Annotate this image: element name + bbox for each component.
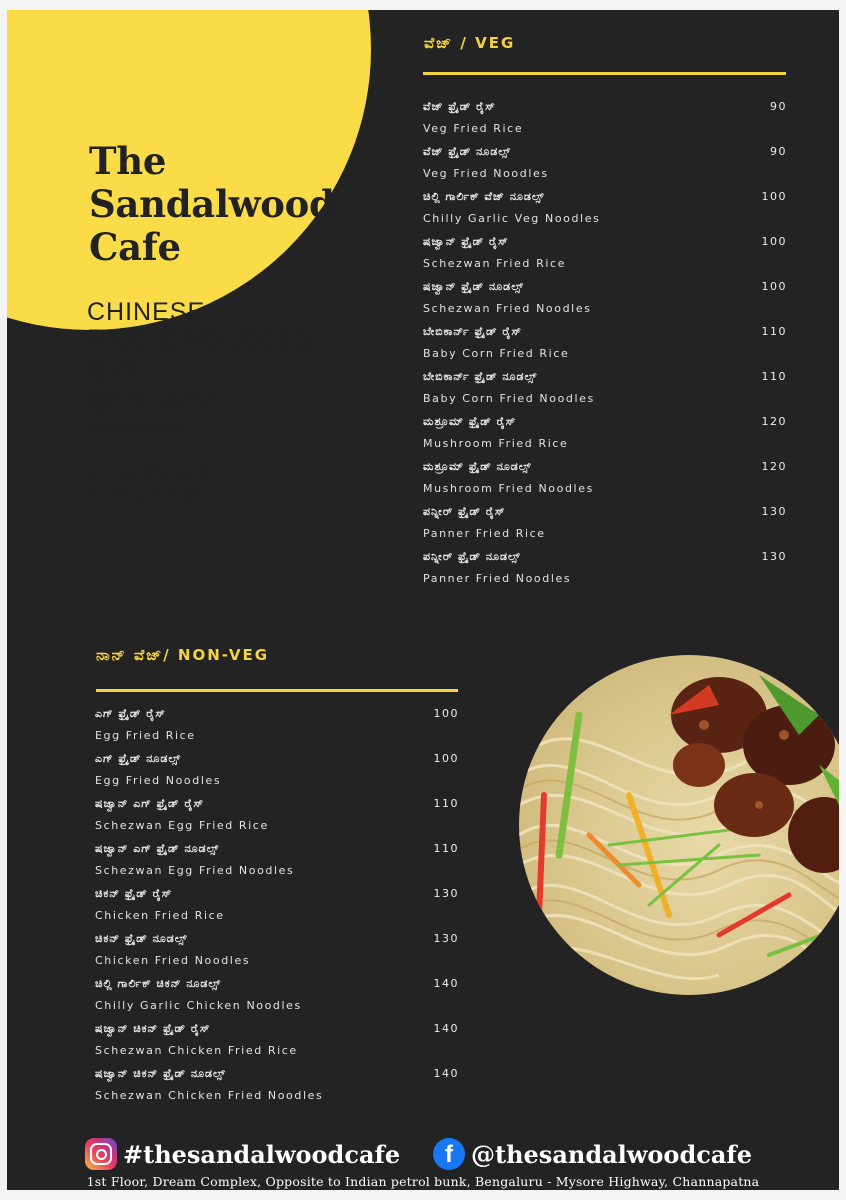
menu-subtitle (87, 299, 387, 353)
menu-item-name-kannada: ಎಗ್ ಫ್ರೈಡ್ ನೂಡಲ್ಸ್ (95, 752, 182, 765)
menu-item (95, 796, 459, 841)
menu-item-name-english: Mushroom Fried Rice (423, 437, 569, 450)
menu-item-name-english: Chilly Garlic Chicken Noodles (95, 999, 302, 1012)
cafe-title-line: The (89, 139, 167, 183)
menu-item (423, 189, 787, 234)
menu-item (95, 1066, 459, 1111)
inquiries-phone[interactable]: +91 8971305893 (89, 487, 224, 504)
menu-item-name-kannada: ಷಜ್ವಾನ್ ಎಗ್ ಫ್ರೈಡ್ ರೈಸ್ (95, 797, 204, 810)
menu-item-name-english: Schezwan Fried Noodles (423, 302, 592, 315)
menu-item-name-kannada: ಚಿಕನ್ ಫ್ರೈಡ್ ರೈಸ್ (95, 887, 173, 900)
menu-item (95, 931, 459, 976)
subtitle-line: RICE & NOODLES (87, 325, 314, 353)
menu-item-name-kannada: ಪನ್ನೀರ್ ಫ್ರೈಡ್ ನೂಡಲ್ಸ್ (423, 550, 521, 563)
menu-item-name-kannada: ಷಜ್ವಾನ್ ಚಿಕನ್ ಫ್ರೈಡ್ ನೂಡಲ್ಸ್ (95, 1067, 226, 1080)
menu-item (95, 751, 459, 796)
subtitle-kn-line: ರೈಸ್ & ನೂಡಲ್ಸ್ (87, 385, 217, 410)
menu-item-name-english: Schezwan Chicken Fried Rice (95, 1044, 298, 1057)
menu-item-price: 130 (761, 550, 787, 563)
menu-item-price: 90 (770, 100, 787, 113)
menu-item-price: 90 (770, 145, 787, 158)
menu-item-name-english: Chilly Garlic Veg Noodles (423, 212, 601, 225)
instagram-social[interactable] (85, 1136, 400, 1172)
menu-item-name-english: Schezwan Fried Rice (423, 257, 567, 270)
menu-item-name-english: Baby Corn Fried Noodles (423, 392, 595, 405)
veg-menu-list (423, 99, 787, 594)
menu-item-price: 140 (433, 977, 459, 990)
menu-item (95, 706, 459, 751)
menu-item (423, 459, 787, 504)
menu-item (423, 549, 787, 594)
menu-item (423, 504, 787, 549)
menu-item (423, 234, 787, 279)
veg-heading: ವೆಜ್ / VEG (424, 34, 516, 52)
menu-item-name-kannada: ಚಿಲ್ಲಿ ಗಾರ್ಲಿಕ್ ವೆಜ್ ನೂಡಲ್ಸ್ (423, 190, 545, 203)
menu-item (95, 976, 459, 1021)
menu-item-name-kannada: ಬೇಬಿಕಾರ್ನ್ ಫ್ರೈಡ್ ನೂಡಲ್ಸ್ (423, 370, 538, 383)
menu-item (95, 1021, 459, 1066)
menu-item-price: 130 (433, 887, 459, 900)
menu-item-name-kannada: ಚಿಕನ್ ಫ್ರೈಡ್ ನೂಡಲ್ಸ್ (95, 932, 188, 945)
menu-item-price: 130 (433, 932, 459, 945)
inquiries-label: FOR INQUIRIES (89, 466, 222, 483)
menu-item-price: 110 (761, 370, 787, 383)
menu-item (423, 144, 787, 189)
menu-item-name-kannada: ಷಜ್ವಾನ್ ಚಿಕನ್ ಫ್ರೈಡ್ ರೈಸ್ (95, 1022, 211, 1035)
menu-item-name-english: Schezwan Egg Fried Noodles (95, 864, 295, 877)
veg-heading-rule (423, 72, 786, 75)
menu-item (95, 841, 459, 886)
facebook-social[interactable] (433, 1136, 752, 1172)
menu-item-price: 120 (761, 415, 787, 428)
menu-item-price: 100 (761, 190, 787, 203)
menu-item (423, 369, 787, 414)
menu-item-price: 110 (433, 797, 459, 810)
menu-item (423, 324, 787, 369)
menu-item-price: 100 (433, 752, 459, 765)
menu-item-price: 130 (761, 505, 787, 518)
noodles-illustration (519, 655, 839, 995)
menu-item-price: 140 (433, 1022, 459, 1035)
menu-item-name-english: Egg Fried Rice (95, 729, 196, 742)
menu-item-name-english: Chicken Fried Noodles (95, 954, 251, 967)
menu-item-price: 110 (433, 842, 459, 855)
menu-item-name-english: Veg Fried Rice (423, 122, 524, 135)
cafe-address: 1st Floor, Dream Complex, Opposite to Indian petrol bunk, Bengaluru - Mysore Highway, Channapatna (86, 1174, 760, 1189)
menu-item (423, 414, 787, 459)
facebook-handle[interactable]: @thesandalwoodcafe (471, 1139, 752, 1169)
subtitle-kn-line: ಚೈನೀಸ್ (87, 356, 144, 381)
cafe-title-line: Sandalwood (89, 182, 335, 226)
menu-item-price: 110 (761, 325, 787, 338)
menu-item-name-kannada: ಮಶ್ರೂಮ್ ಫ್ರೈಡ್ ರೈಸ್ (423, 415, 517, 428)
menu-item-name-english: Mushroom Fried Noodles (423, 482, 594, 495)
cafe-title (89, 140, 389, 269)
noodles-dish-photo (519, 655, 839, 995)
menu-item-name-kannada: ಎಗ್ ಫ್ರೈಡ್ ರೈಸ್ (95, 707, 166, 720)
menu-item (423, 99, 787, 144)
menu-item-name-english: Baby Corn Fried Rice (423, 347, 570, 360)
subtitle-divider (89, 424, 184, 427)
menu-item-name-english: Panner Fried Noodles (423, 572, 572, 585)
menu-item-price: 100 (761, 235, 787, 248)
menu-item-name-english: Egg Fried Noodles (95, 774, 222, 787)
menu-subtitle-kannada (87, 354, 387, 412)
menu-item-name-kannada: ಚಿಲ್ಲಿ ಗಾರ್ಲಿಕ್ ಚಿಕನ್ ನೂಡಲ್ಸ್ (95, 977, 222, 990)
menu-item-name-english: Chicken Fried Rice (95, 909, 225, 922)
nonveg-heading-rule (96, 689, 458, 692)
menu-item-name-kannada: ವೆಜ್ ಫ್ರೈಡ್ ರೈಸ್ (423, 100, 496, 113)
menu-item-price: 100 (433, 707, 459, 720)
menu-page (7, 10, 839, 1190)
cafe-title-line: Cafe (89, 225, 181, 269)
menu-item (423, 279, 787, 324)
menu-item-name-english: Panner Fried Rice (423, 527, 546, 540)
instagram-icon (85, 1138, 117, 1170)
menu-item-name-kannada: ವೆಜ್ ಫ್ರೈಡ್ ನೂಡಲ್ಸ್ (423, 145, 511, 158)
menu-item-price: 140 (433, 1067, 459, 1080)
menu-item-name-english: Schezwan Chicken Fried Noodles (95, 1089, 324, 1102)
nonveg-heading: ನಾನ್ ವೆಜ್/ NON-VEG (96, 646, 270, 664)
menu-item-name-english: Veg Fried Noodles (423, 167, 549, 180)
instagram-handle[interactable]: #thesandalwoodcafe (123, 1139, 401, 1169)
menu-item-name-kannada: ಷಜ್ವಾನ್ ಫ್ರೈಡ್ ರೈಸ್ (423, 235, 509, 248)
menu-item-name-english: Schezwan Egg Fried Rice (95, 819, 269, 832)
menu-item-name-kannada: ಮಶ್ರೂಮ್ ಫ್ರೈಡ್ ನೂಡಲ್ಸ್ (423, 460, 532, 473)
menu-item-name-kannada: ಬೇಬಿಕಾರ್ನ್ ಫ್ರೈಡ್ ರೈಸ್ (423, 325, 522, 338)
facebook-icon: f (433, 1138, 465, 1170)
menu-item-price: 120 (761, 460, 787, 473)
menu-item-name-kannada: ಷಜ್ವಾನ್ ಫ್ರೈಡ್ ನೂಡಲ್ಸ್ (423, 280, 524, 293)
menu-item-name-kannada: ಪನ್ನೀರ್ ಫ್ರೈಡ್ ರೈಸ್ (423, 505, 506, 518)
menu-item-price: 100 (761, 280, 787, 293)
subtitle-line: CHINESE (87, 298, 206, 326)
menu-item (95, 886, 459, 931)
menu-item-name-kannada: ಷಜ್ವಾನ್ ಎಗ್ ಫ್ರೈಡ್ ನೂಡಲ್ಸ್ (95, 842, 220, 855)
nonveg-menu-list (95, 706, 459, 1111)
